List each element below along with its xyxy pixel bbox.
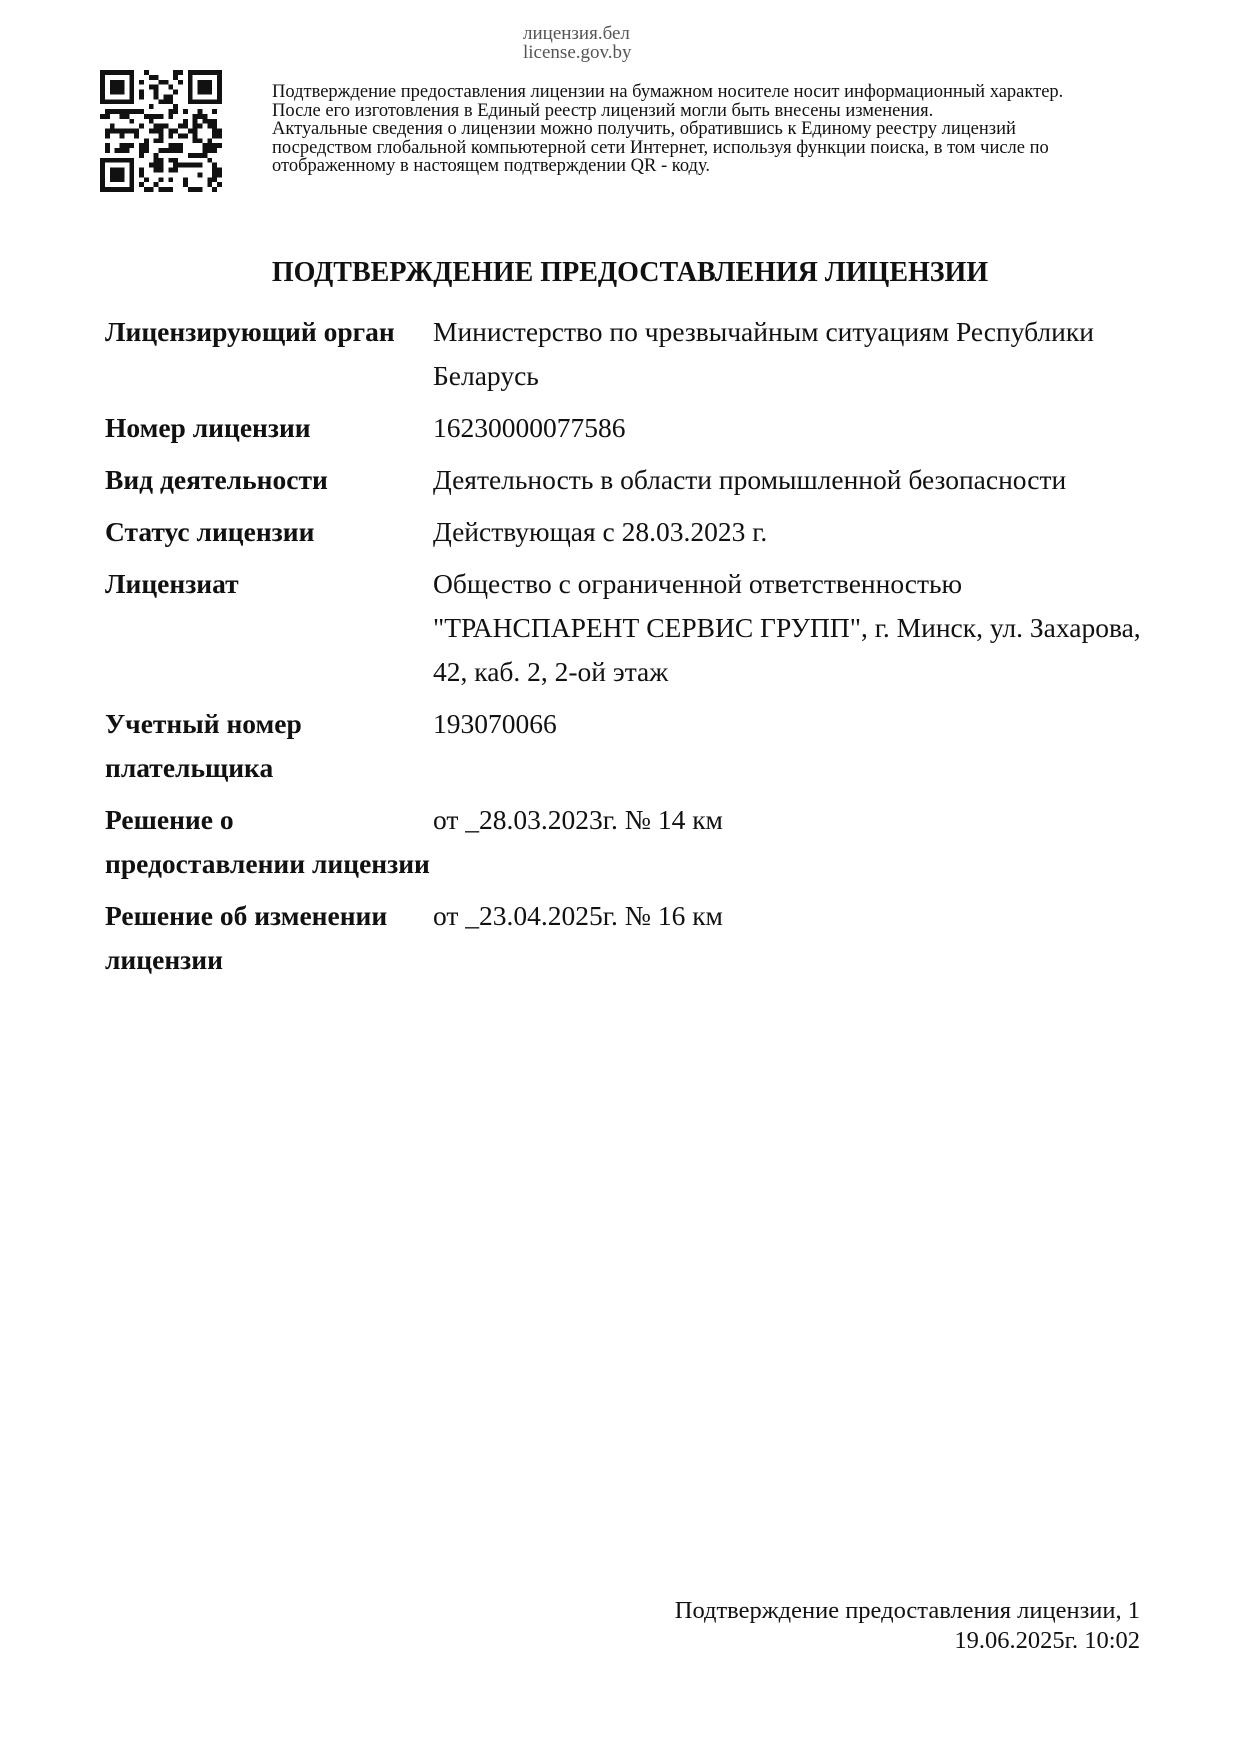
field-row-license-number <box>105 406 1145 450</box>
field-label: Учетный номер плательщика <box>105 708 302 783</box>
field-label: Лицензирующий орган <box>105 316 395 347</box>
field-label: Вид деятельности <box>105 464 328 495</box>
site-gov-text: license.gov.by <box>523 42 632 63</box>
field-row-grant-decision <box>105 798 1145 886</box>
field-row-amendment-decision <box>105 894 1145 982</box>
license-fields <box>105 310 1145 990</box>
notice-line: Актуальные сведения о лицензии можно получить, обратившись к Единому реестру лицензий <box>272 119 1016 139</box>
field-row-activity-type <box>105 458 1145 502</box>
qr-code-icon <box>100 70 222 192</box>
field-value: от _28.03.2023г. № 14 км <box>433 804 723 835</box>
notice-line: Подтверждение предоставления лицензии на бумажном носителе носит информационный характер. <box>272 82 1064 102</box>
website-addresses <box>523 24 632 62</box>
document-title: ПОДТВЕРЖДЕНИЕ ПРЕДОСТАВЛЕНИЯ ЛИЦЕНЗИИ <box>271 257 989 288</box>
field-value: от _23.04.2025г. № 16 км <box>433 900 723 931</box>
field-label: Решение об изменении лицензии <box>105 900 388 975</box>
notice-line: посредством глобальной компьютерной сети Интернет, используя функции поиска, в том числе по <box>272 137 1049 158</box>
field-label: Статус лицензии <box>105 516 315 547</box>
field-row-taxpayer-number <box>105 702 1145 790</box>
field-label: Номер лицензии <box>105 412 311 443</box>
field-value: 193070066 <box>433 708 557 739</box>
notice-line: отображенному в настоящем подтверждении QR - коду. <box>272 156 710 176</box>
page-footer <box>675 1596 1140 1656</box>
field-row-licensee <box>105 562 1145 694</box>
field-label: Лицензиат <box>105 568 239 599</box>
footer-page-label: Подтверждение предоставления лицензии, 1 <box>674 1597 1140 1624</box>
field-label: Решение о предоставлении лицензии <box>105 804 430 879</box>
field-value: Деятельность в области промышленной безопасности <box>433 464 1067 495</box>
notice-line: После его изготовления в Единый реестр лицензий могли быть внесены изменения. <box>272 100 934 121</box>
field-value: Общество с ограниченной ответственностью "ТРАНСПАРЕНТ СЕРВИС ГРУПП", г. Минск, ул. Захарова, 42, каб. 2, 2-ой этаж <box>433 568 1141 687</box>
field-row-license-status <box>105 510 1145 554</box>
field-value: 16230000077586 <box>433 412 626 443</box>
field-value: Министерство по чрезвычайным ситуациям Республики Беларусь <box>433 316 1094 391</box>
field-row-licensing-authority <box>105 310 1145 398</box>
field-value: Действующая с 28.03.2023 г. <box>433 516 768 547</box>
footer-timestamp: 19.06.2025г. 10:02 <box>954 1627 1140 1654</box>
disclaimer-notice <box>272 83 1192 176</box>
site-by-text: лицензия.бел <box>523 23 630 44</box>
